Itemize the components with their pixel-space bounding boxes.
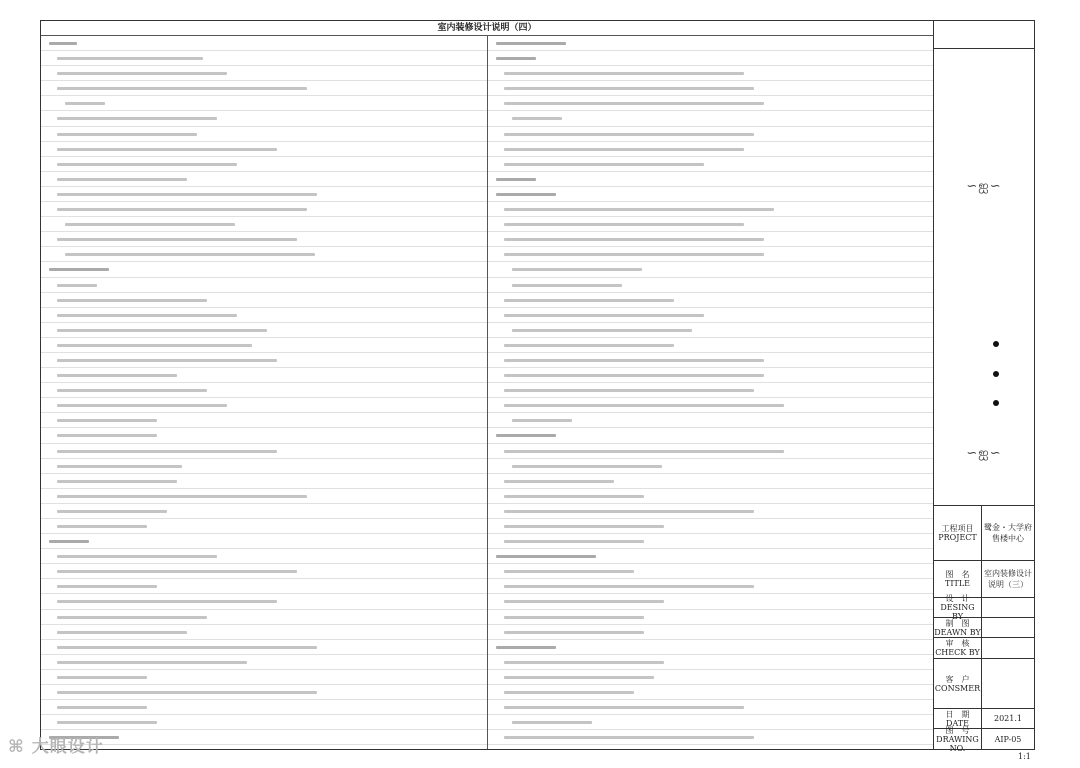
spec-line-text (57, 525, 147, 528)
spec-line-text (57, 646, 317, 649)
spec-line (41, 127, 487, 142)
date-value: 2021.1 (994, 714, 1022, 723)
spec-line (488, 247, 933, 262)
spec-line-text (496, 555, 596, 558)
check-label-en: CHECK BY (935, 648, 980, 657)
spec-line-text (504, 223, 744, 226)
spec-line (488, 519, 933, 534)
spec-line-text (57, 193, 317, 196)
spec-line (488, 640, 933, 655)
spec-line (488, 730, 933, 745)
spec-line (41, 323, 487, 338)
spec-line (41, 36, 487, 51)
spec-line-text (57, 178, 187, 181)
spec-line (41, 398, 487, 413)
spec-line (488, 444, 933, 459)
spec-line (41, 217, 487, 232)
project-label: 工程项目 (941, 524, 974, 533)
spec-line (488, 534, 933, 549)
spec-line-text (504, 102, 764, 105)
title-block-ornament-cell (934, 49, 1034, 506)
spec-line-text (504, 374, 764, 377)
client-label: 客 户 (945, 674, 970, 684)
spec-line (488, 549, 933, 564)
drawn-label: 制 图 (945, 618, 970, 628)
spec-line-text (512, 284, 622, 287)
spec-line-text (57, 117, 217, 120)
spec-line (488, 142, 933, 157)
spec-line-text (65, 102, 105, 105)
spec-line-text (57, 87, 307, 90)
check-row (934, 638, 1034, 659)
spec-line (488, 127, 933, 142)
spec-line (488, 217, 933, 232)
spec-line-text (57, 314, 237, 317)
spec-line-text (504, 208, 774, 211)
spec-line (488, 96, 933, 111)
spec-line (41, 202, 487, 217)
spec-line-text (512, 721, 592, 724)
spec-line-text (504, 661, 664, 664)
spec-line-text (57, 208, 307, 211)
spec-line-text (504, 736, 754, 739)
project-row (934, 506, 1034, 561)
spec-line-text (49, 540, 89, 543)
date-label: 日 期 (945, 709, 970, 719)
spec-line (488, 398, 933, 413)
spec-line (488, 625, 933, 640)
spec-line (41, 549, 487, 564)
design-value (982, 598, 1034, 617)
spec-line (41, 715, 487, 730)
spec-line-text (65, 223, 235, 226)
watermark-logo: ⌘ 大眼设计 (8, 737, 104, 757)
spec-line (488, 504, 933, 519)
spec-line (488, 353, 933, 368)
spec-line-text (57, 721, 157, 724)
spec-line (41, 504, 487, 519)
spec-line-text (57, 616, 207, 619)
spec-line-text (504, 389, 754, 392)
spec-title: 室内装修设计说明（四） (41, 21, 933, 36)
design-label-en: DESING BY (940, 603, 975, 621)
spec-line (41, 564, 487, 579)
scale-label: 1:1 (1018, 752, 1031, 761)
spec-line (41, 625, 487, 640)
spec-line (41, 579, 487, 594)
drawn-row (934, 618, 1034, 638)
spec-line-text (512, 329, 692, 332)
spec-line-text (57, 389, 207, 392)
spec-line-text (504, 148, 744, 151)
spec-line (41, 142, 487, 157)
spec-line (41, 670, 487, 685)
spec-line (488, 51, 933, 66)
drawing-title-label-en: TITLE (945, 579, 970, 588)
spec-line-text (57, 344, 252, 347)
title-block (934, 21, 1034, 753)
spec-line (488, 172, 933, 187)
project-value: 鹭金・大学府售楼中心 (984, 523, 1032, 543)
spec-line-text (504, 87, 754, 90)
spec-line (41, 353, 487, 368)
spec-line (488, 36, 933, 51)
check-label: 审 核 (945, 639, 970, 648)
spec-line (41, 594, 487, 609)
spec-line-text (57, 72, 227, 75)
spec-line-text (57, 419, 157, 422)
spec-line-text (504, 600, 664, 603)
spec-line (488, 202, 933, 217)
design-row (934, 594, 1034, 621)
spec-line (488, 594, 933, 609)
spec-line (488, 655, 933, 670)
spec-line (41, 640, 487, 655)
drawing-title-label: 图 名 (945, 570, 970, 579)
spec-line (41, 428, 487, 443)
spec-line-text (504, 344, 674, 347)
spec-line-text (504, 676, 654, 679)
spec-line-text (57, 284, 97, 287)
spec-line-text (504, 510, 754, 513)
spec-line (488, 428, 933, 443)
spec-line-text (512, 268, 642, 271)
spec-line-text (49, 268, 109, 271)
spec-line (488, 81, 933, 96)
drawing-no-label: 图 号 (945, 725, 970, 735)
spec-line (488, 262, 933, 277)
spec-line (41, 96, 487, 111)
drawing-title-row (934, 561, 1034, 598)
spec-line-text (57, 374, 177, 377)
spec-line-text (504, 525, 664, 528)
spec-main-area (41, 21, 934, 749)
spec-line-text (504, 299, 674, 302)
spec-line-text (496, 57, 536, 60)
spec-line-text (504, 495, 644, 498)
spec-line-text (496, 646, 556, 649)
date-label-en: DATE (946, 718, 969, 728)
spec-line (488, 66, 933, 81)
spec-line-text (49, 42, 77, 45)
spec-line-text (57, 450, 277, 453)
spec-line-text (57, 238, 297, 241)
spec-line (488, 293, 933, 308)
spec-line-text (504, 691, 634, 694)
spec-line-text (504, 616, 644, 619)
spec-line-text (504, 72, 744, 75)
spec-line-text (504, 450, 784, 453)
spec-line (488, 670, 933, 685)
spec-line (41, 308, 487, 323)
spec-line-text (496, 42, 566, 45)
drawn-value (982, 618, 1034, 637)
drawing-title-value: 室内装修设计说明（三） (984, 569, 1032, 589)
spec-line-text (504, 404, 784, 407)
spec-line (488, 745, 933, 749)
spec-line (41, 534, 487, 549)
spec-line-text (57, 585, 157, 588)
design-label: 设 计 (945, 594, 970, 603)
spec-line-text (57, 600, 277, 603)
client-label-en: CONSMER (934, 683, 981, 693)
spec-line (488, 685, 933, 700)
spec-line-text (57, 570, 297, 573)
spec-line (41, 459, 487, 474)
spec-line (488, 278, 933, 293)
spec-line (41, 383, 487, 398)
spec-line-text (504, 133, 754, 136)
spec-line (41, 610, 487, 625)
drawing-no-row (934, 725, 1034, 753)
spec-line (41, 262, 487, 277)
check-value (982, 638, 1034, 658)
spec-line-text (57, 359, 277, 362)
spec-line-text (504, 570, 634, 573)
spec-line-text (496, 178, 536, 181)
spec-line-text (512, 117, 562, 120)
spec-line-text (504, 359, 764, 362)
spec-line-text (512, 419, 572, 422)
spec-column-left (41, 36, 488, 749)
spec-line (41, 489, 487, 504)
spec-line (41, 685, 487, 700)
spec-line-text (504, 253, 764, 256)
spec-line (41, 519, 487, 534)
spec-line (41, 172, 487, 187)
spec-line (488, 338, 933, 353)
spec-line (488, 308, 933, 323)
spec-line-text (57, 163, 237, 166)
client-row (934, 659, 1034, 709)
spec-line (41, 338, 487, 353)
drawing-no-label-en: DRAWING NO. (936, 734, 979, 753)
spec-line-text (57, 133, 197, 136)
spec-line-text (57, 329, 267, 332)
spec-line-text (57, 555, 217, 558)
spec-line (41, 444, 487, 459)
spec-line-text (57, 691, 317, 694)
drawn-label-en: DEAWN BY (934, 627, 981, 637)
spec-line-text (504, 314, 704, 317)
spec-line-text (57, 480, 177, 483)
spec-line-text (57, 57, 203, 60)
spec-line-text (496, 193, 556, 196)
spec-line (41, 474, 487, 489)
spec-line-text (57, 495, 307, 498)
spec-line (488, 700, 933, 715)
title-block-top-cell (934, 21, 1034, 49)
spec-line (488, 579, 933, 594)
spec-line (41, 111, 487, 126)
spec-columns (41, 36, 933, 749)
spec-line (41, 51, 487, 66)
spec-line (488, 323, 933, 338)
spec-line-text (504, 238, 764, 241)
spec-line (488, 157, 933, 172)
ornament-flourish-top: ∽ஐ∽ (966, 179, 1002, 194)
spec-line (41, 700, 487, 715)
spec-line (488, 187, 933, 202)
spec-line (41, 247, 487, 262)
spec-line (488, 474, 933, 489)
spec-line-text (496, 434, 556, 437)
spec-line (488, 610, 933, 625)
project-label-en: PROJECT (938, 533, 977, 542)
spec-line (41, 655, 487, 670)
spec-line-text (504, 585, 754, 588)
spec-line (41, 293, 487, 308)
spec-line (488, 111, 933, 126)
spec-line (41, 278, 487, 293)
spec-line (488, 383, 933, 398)
spec-column-right (488, 36, 933, 749)
spec-line (488, 232, 933, 247)
spec-line (41, 187, 487, 202)
spec-line-text (504, 540, 644, 543)
spec-line-text (57, 434, 157, 437)
spec-line (41, 232, 487, 247)
spec-line (41, 368, 487, 383)
spec-line (488, 715, 933, 730)
spec-line (41, 66, 487, 81)
spec-line-text (57, 404, 227, 407)
spec-line-text (65, 253, 315, 256)
spec-line (41, 157, 487, 172)
spec-line (488, 368, 933, 383)
spec-line-text (57, 706, 147, 709)
spec-line-text (57, 676, 147, 679)
spec-line (41, 745, 487, 749)
spec-line (488, 459, 933, 474)
spec-line-text (504, 163, 704, 166)
spec-line (488, 489, 933, 504)
spec-line-text (57, 631, 187, 634)
spec-line-text (57, 299, 207, 302)
spec-line-text (57, 465, 182, 468)
spec-line-text (504, 631, 644, 634)
spec-line-text (512, 465, 662, 468)
spec-line-text (57, 148, 277, 151)
spec-line-text (504, 480, 614, 483)
spec-line-text (57, 510, 167, 513)
spec-line (488, 413, 933, 428)
spec-line-text (57, 661, 247, 664)
spec-line (41, 81, 487, 96)
spec-line-text (504, 706, 744, 709)
client-value (982, 659, 1034, 708)
ornament-flourish-bottom: ∽ஐ∽ (966, 446, 1002, 461)
spec-line (488, 564, 933, 579)
drawing-no-value: AIP-05 (994, 734, 1022, 744)
spec-line (41, 730, 487, 745)
spec-line (41, 413, 487, 428)
